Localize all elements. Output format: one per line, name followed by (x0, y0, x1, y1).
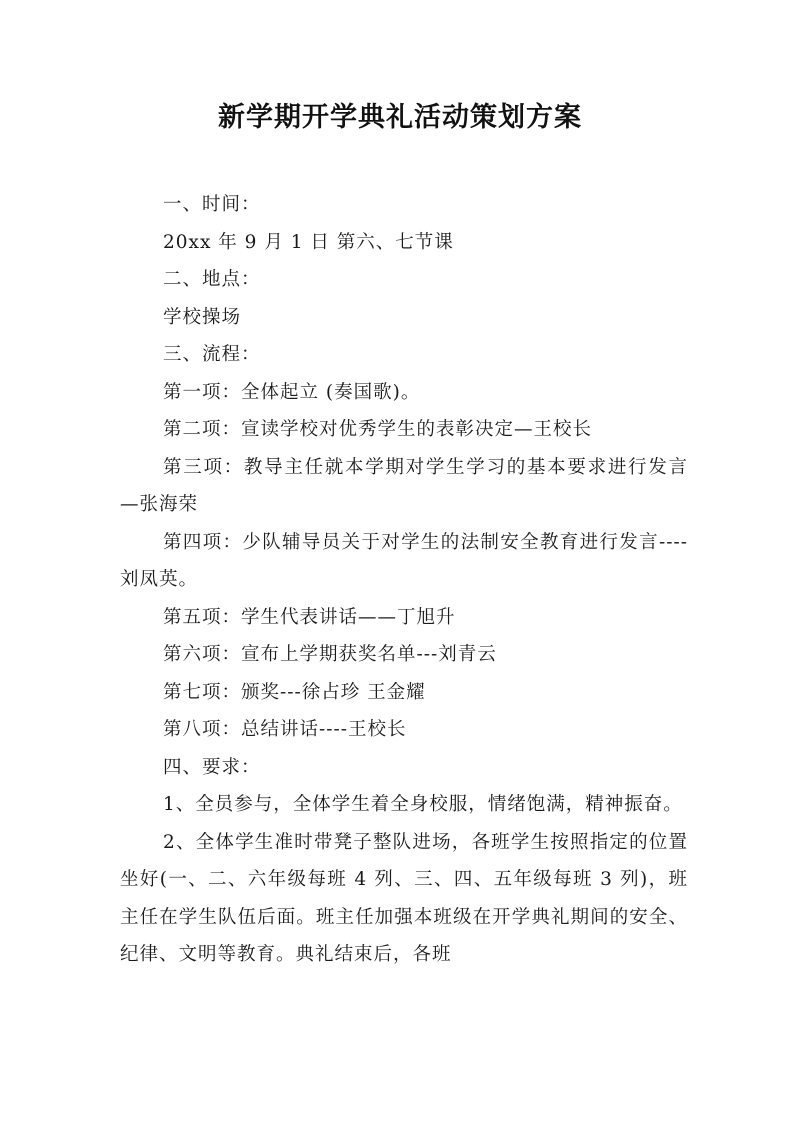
procedure-item-7: 第七项：颁奖---徐占珍 王金耀 (163, 681, 426, 703)
section-heading-requirements: 四、要求： (163, 756, 261, 778)
procedure-item-2: 第二项：宣读学校对优秀学生的表彰决定—王校长 (163, 419, 593, 440)
procedure-item-8: 第八项：总结讲话----王校长 (163, 719, 407, 740)
requirement-2: 2、全体学生准时带凳子整队进场，各班学生按照指定的位置坐好(一、二、六年级每班 4 列、三、四、五年级每班 3 列)，班主任在学生队伍后面。班主任加强本班级在开学典礼期间的安全、纪律、文明等教育。典礼结束后，各班 (120, 831, 688, 965)
procedure-item-3: 第三项：教导主任就本学期对学生学习的基本要求进行发言—张海荣 (120, 456, 688, 515)
procedure-item-5: 第五项：学生代表讲话——丁旭升 (163, 606, 456, 628)
procedure-item-1: 第一项：全体起立 (奏国歌)。 (163, 381, 421, 403)
location-value: 学校操场 (163, 306, 242, 328)
document-body (120, 186, 688, 974)
procedure-item-4: 第四项：少队辅导员关于对学生的法制安全教育进行发言----刘凤英。 (120, 531, 688, 590)
document-title: 新学期开学典礼活动策划方案 (218, 102, 582, 133)
procedure-item-6: 第六项：宣布上学期获奖名单---刘青云 (163, 644, 497, 665)
requirement-1: 1、全员参与，全体学生着全身校服，情绪饱满，精神振奋。 (163, 794, 683, 815)
section-heading-location: 二、地点： (163, 269, 261, 290)
section-heading-procedure: 三、流程： (163, 344, 261, 365)
section-heading-time: 一、时间： (163, 194, 261, 215)
time-value: 20xx 年 9 月 1 日 第六、七节课 (163, 231, 454, 253)
